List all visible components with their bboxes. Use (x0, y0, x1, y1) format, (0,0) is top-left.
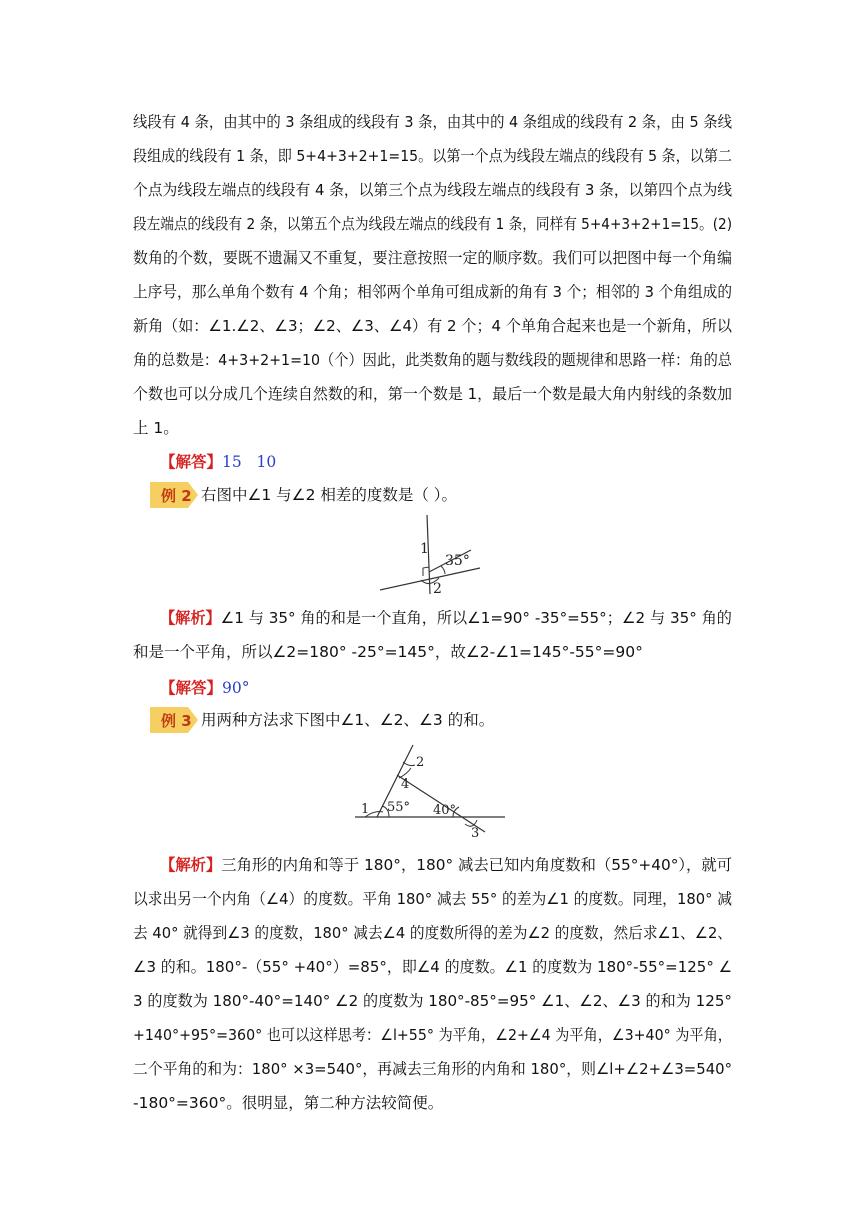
text-line: ∠3 的和。180°-（55° +40°）=85°，即∠4 的度数。∠1 的度数为 180°-55°=125° ∠ (133, 958, 733, 976)
angle-4-label: 4 (401, 777, 410, 792)
example-2-figure (375, 510, 483, 600)
text-line: 上 1。 (133, 419, 179, 437)
angle-3-label: 3 (471, 826, 480, 840)
text-line: -180°=360°。很明显，第二种方法较简便。 (133, 1094, 444, 1112)
analysis-text: ∠1 与 35° 角的和是一个直角，所以∠1=90° -35°=55°；∠2 与 35° 角的 (220, 609, 732, 627)
angle-1-label: 1 (420, 541, 429, 557)
analysis-label: 【解析】 (160, 609, 221, 627)
text-line: 数角的个数，要既不遗漏又不重复，要注意按照一定的顺序数。我们可以把图中每一个角编 (133, 249, 732, 267)
answer-value: 90° (222, 679, 250, 697)
angle-55-label: 55° (387, 800, 411, 815)
text-line: 个点为线段左端点的线段有 4 条，以第三个点为线段左端点的线段有 3 条，以第四个点为线 (133, 181, 733, 199)
example-3-figure (355, 740, 515, 840)
text-line: 段组成的线段有 1 条，即 5+4+3+2+1=15。以第一个点为线段左端点的线段有 5 条，以第二 (133, 147, 733, 165)
text-line: 去 40° 就得到∠3 的度数，180° 减去∠4 的度数所得的差为∠2 的度数，然后求∠1、∠2、 (133, 924, 733, 942)
analysis-2-line-1 (160, 607, 732, 629)
example-2-badge (150, 482, 198, 508)
text-line: 新角（如：∠1.∠2、∠3；∠2、∠3、∠4）有 2 个；4 个单角合起来也是一个新角，所以 (133, 317, 732, 335)
analysis-label: 【解析】 (160, 856, 222, 874)
analysis-2-line-2: 和是一个平角，所以∠2=180° -25°=145°，故∠2-∠1=145°-55°=90° (133, 643, 643, 661)
answer-1 (160, 451, 276, 473)
answer-label: 【解答】 (160, 453, 223, 471)
angle-35-label: 35° (445, 553, 470, 569)
text-line: 角的总数是：4+3+2+1=10（个）因此，此类数角的题与数线段的题规律和思路一样：角的总 (133, 351, 732, 369)
text-line: 段左端点的线段有 2 条，以第五个点为线段左端点的线段有 1 条，同样有 5+4+3+2+1=15。(2) (133, 215, 733, 233)
answer-2 (160, 677, 250, 699)
text-line: 个数也可以分成几个连续自然数的和，第一个数是 1，最后一个数是最大角内射线的条数加 (133, 385, 732, 403)
example-badge-label: 例 3 (161, 712, 192, 730)
text-line: 二个平角的和为：180° ×3=540°，再减去三角形的内角和 180°，则∠l+∠2+∠3=540° (133, 1060, 733, 1078)
analysis-text: 三角形的内角和等于 180°，180° 减去已知内角度数和（55°+40°），就可 (221, 856, 733, 874)
text-line: +140°+95°=360° 也可以这样思考：∠l+55° 为平角，∠2+∠4 为平角，∠3+40° 为平角， (133, 1026, 732, 1044)
answer-label: 【解答】 (160, 679, 223, 697)
example-2-question: 右图中∠1 与∠2 相差的度数是（ ）。 (201, 486, 458, 504)
text-line: 上序号，那么单角个数有 4 个角；相邻两个单角可组成新的角有 3 个；相邻的 3 个角组成的 (133, 283, 732, 301)
angle-2-label: 2 (433, 581, 442, 597)
example-3-badge (150, 707, 198, 733)
answer-value: 15 10 (222, 453, 277, 471)
text-line: 3 的度数为 180°-40°=140° ∠2 的度数为 180°-85°=95° ∠1、∠2、∠3 的和为 125° (133, 992, 732, 1010)
analysis-3-line-1 (160, 854, 732, 876)
example-badge-label: 例 2 (161, 487, 192, 505)
angle-40-label: 40° (433, 803, 457, 818)
angle-2-label: 2 (416, 755, 425, 770)
text-line: 以求出另一个内角（∠4）的度数。平角 180° 减去 55° 的差为∠1 的度数。同理，180° 减 (133, 890, 732, 908)
text-line: 线段有 4 条，由其中的 3 条组成的线段有 3 条，由其中的 4 条组成的线段有 2 条，由 5 条线 (133, 113, 733, 131)
example-3-question: 用两种方法求下图中∠1、∠2、∠3 的和。 (201, 711, 495, 729)
angle-1-label: 1 (361, 802, 370, 817)
